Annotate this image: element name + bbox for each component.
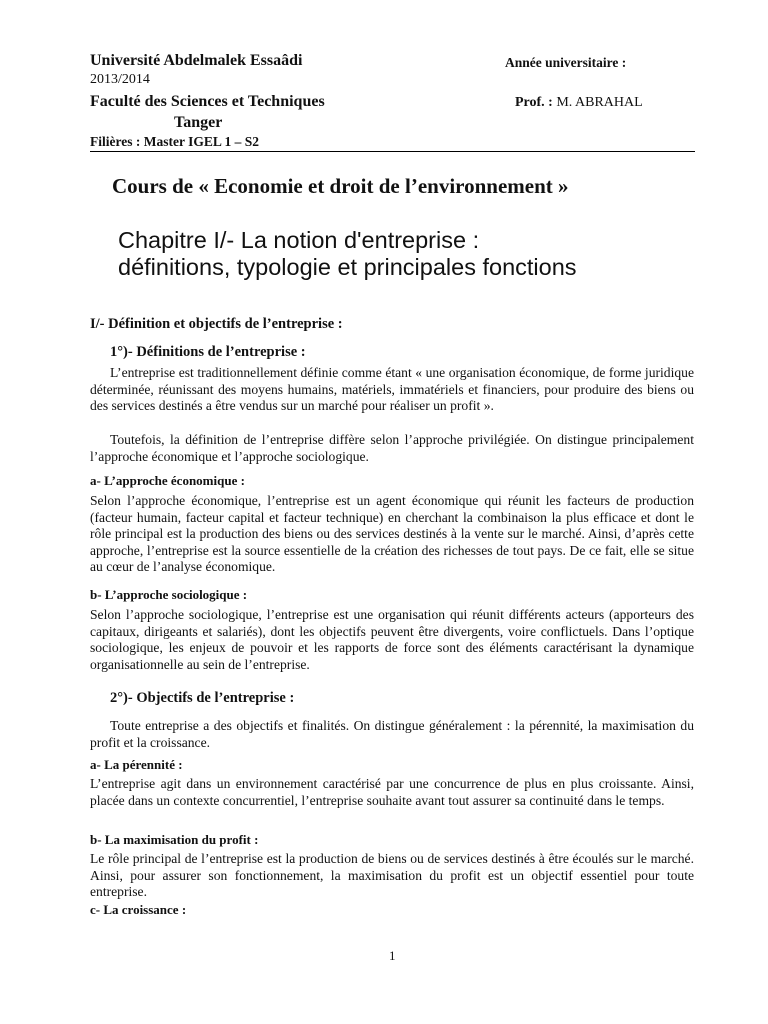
city-name: Tanger (174, 114, 223, 131)
university-name: Université Abdelmalek Essaâdi (90, 52, 303, 69)
heading-sociological-approach: b- L’approche sociologique : (90, 587, 248, 602)
professor (515, 95, 643, 111)
paragraph-approaches: Toutefois, la définition de l’entreprise diffère selon l’approche privilégiée. On distingue principalement l’approche économique et l’approche sociologique. (90, 432, 694, 464)
heading-perennite: a- La pérennité : (90, 757, 183, 772)
subsection-title-definitions: 1°)- Définitions de l’entreprise : (110, 344, 306, 360)
page-number: 1 (389, 948, 396, 963)
paragraph-perennite: L’entreprise agit dans un environnement caractérisé par une concurrence de plus en plus croissante. Ainsi, placée dans un contexte concurrentiel, l’entreprise souhaite avant tout assurer sa continuité dans le temps. (90, 776, 694, 808)
heading-profit: b- La maximisation du profit : (90, 832, 259, 847)
course-title: Cours de « Economie et droit de l’environnement » (112, 174, 569, 198)
chapter-title-line2: définitions, typologie et principales fonctions (118, 254, 577, 280)
academic-year: 2013/2014 (90, 72, 150, 87)
section-title: I/- Définition et objectifs de l’entreprise : (90, 316, 343, 332)
prof-label: Prof. : (515, 95, 553, 110)
heading-croissance: c- La croissance : (90, 902, 187, 917)
chapter-title-line1: Chapitre I/- La notion d'entreprise : (118, 227, 480, 253)
paragraph-definition: L’entreprise est traditionnellement définie comme étant « une organisation économique, de forme juridique déterminée, réunissant des moyens humains, matériels, immatériels et financiers, pour produire des biens ou des services destinés a être vendus sur un marché pour réaliser un profit ». (90, 365, 694, 414)
header-divider (90, 151, 695, 152)
paragraph-economic-approach: Selon l’approche économique, l’entreprise est un agent économique qui réunit les facteurs de production (facteur humain, facteur capital et facteur technique) en cherchant la combinaison la plus efficace et dont le rôle principal est la production des biens ou des services destinés à la vente sur le marché. Ainsi, d’après cette approche, l’entreprise est la source essentielle de la création des richesses de tout pays. De ce fait, elle se situe au cœur de l’analyse économique. (90, 493, 694, 575)
faculty-name: Faculté des Sciences et Techniques (90, 93, 325, 110)
academic-year-label: Année universitaire : (505, 55, 627, 70)
filieres: Filières : Master IGEL 1 – S2 (90, 134, 259, 149)
prof-name: M. ABRAHAL (552, 95, 643, 110)
heading-economic-approach: a- L’approche économique : (90, 473, 245, 488)
paragraph-profit: Le rôle principal de l’entreprise est la production de biens ou de services destinés à être écoulés sur le marché. Ainsi, pour assurer son fonctionnement, la maximisation du profit est un objectif essentiel pour toute entreprise. (90, 851, 694, 900)
paragraph-sociological-approach: Selon l’approche sociologique, l’entreprise est une organisation qui réunit différents acteurs (apporteurs des capitaux, dirigeants et salariés), dont les objectifs peuvent être divergents, voire conflictuels. Dans l’optique sociologique, les enjeux de pouvoir et les rapports de force sont des éléments caractérisant la dynamique organisationnelle au sein de l’entreprise. (90, 607, 694, 672)
paragraph-objectives: Toute entreprise a des objectifs et finalités. On distingue généralement : la pérennité, la maximisation du profit et la croissance. (90, 718, 694, 750)
subsection-title-objectives: 2°)- Objectifs de l’entreprise : (110, 690, 295, 706)
